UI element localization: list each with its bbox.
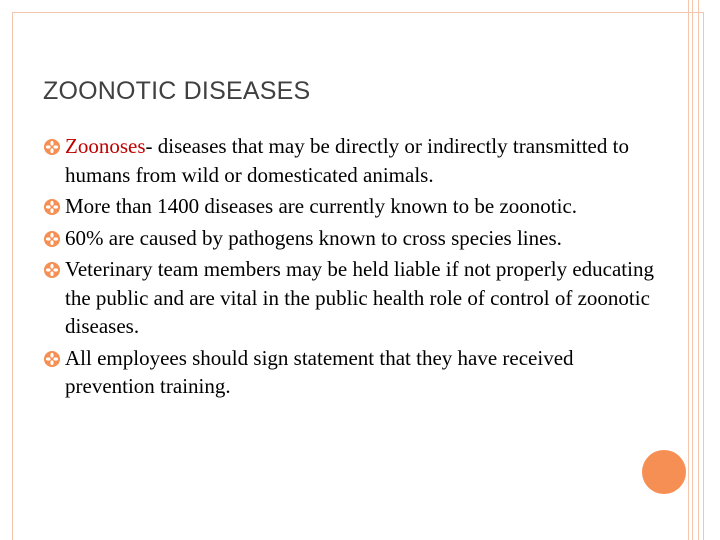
decorative-line bbox=[698, 0, 699, 540]
decorative-line bbox=[692, 0, 693, 540]
flower-icon bbox=[44, 139, 60, 155]
bullet-item bbox=[44, 132, 664, 189]
bullet-list bbox=[44, 132, 664, 404]
bullet-text: 60% are caused by pathogens known to cross species lines. bbox=[65, 225, 562, 250]
decorative-circle bbox=[642, 450, 686, 494]
flower-icon bbox=[44, 199, 60, 215]
bullet-text: - diseases that may be directly or indirectly transmitted to humans from wild or domesticated animals. bbox=[65, 134, 629, 187]
bullet-item bbox=[44, 224, 664, 253]
flower-icon bbox=[44, 351, 60, 367]
flower-icon bbox=[44, 262, 60, 278]
bullet-text: More than 1400 diseases are currently known to be zoonotic. bbox=[65, 194, 578, 218]
bullet-item bbox=[44, 255, 664, 341]
bullet-text: All employees should sign statement that they have received prevention training. bbox=[65, 345, 574, 398]
bullet-term: Zoonoses bbox=[65, 134, 146, 158]
bullet-item bbox=[44, 344, 664, 401]
bullet-text: Veterinary team members may be held liable if not properly educating the public and are vital in the public health role of control of zoonotic diseases. bbox=[65, 257, 654, 338]
flower-icon bbox=[44, 231, 60, 247]
slide-title: ZOONOTIC DISEASES bbox=[43, 77, 311, 105]
bullet-item bbox=[44, 192, 664, 221]
decorative-line bbox=[688, 0, 689, 540]
